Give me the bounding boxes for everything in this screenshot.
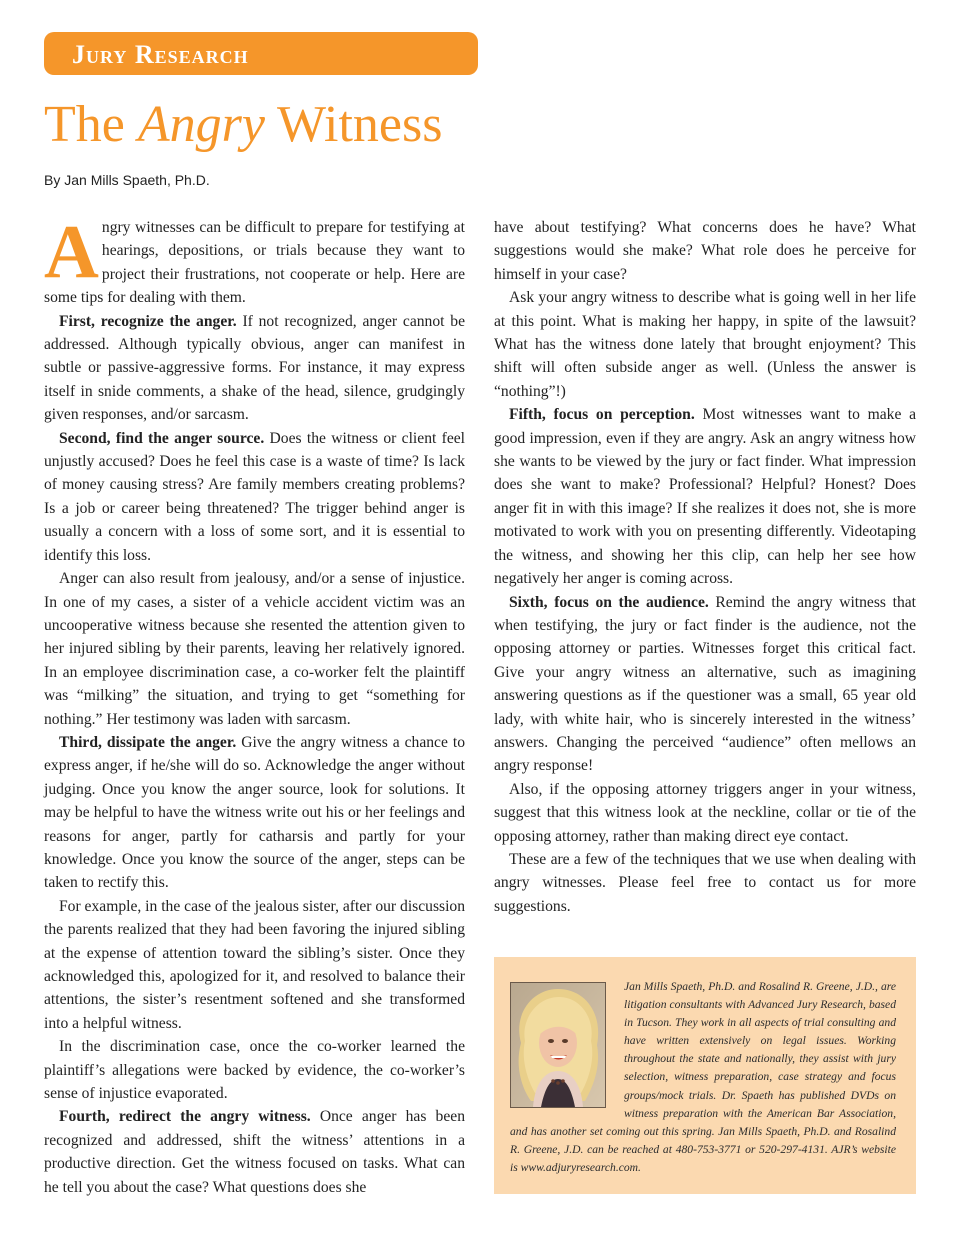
paragraph-jealousy: Anger can also result from jealousy, and/or a sense of injustice. In one of my cases, a sister of a vehicle accident victim was an uncooperative witness because she resented the attention given to her injured sibling by their parents, leaving her relatively ignored. In an employee discrimination case, a co-worker felt the plaintiff was “milking” the situation, and trying to get “something for nothing.” Her testimony was laden with sarcasm. <box>44 570 465 728</box>
drop-cap: A <box>44 210 99 294</box>
section-title: Jury Research <box>72 40 249 69</box>
lead-third: Third, dissipate the anger. <box>59 733 237 751</box>
article-title <box>44 92 442 158</box>
lead-fifth: Fifth, focus on perception. <box>509 406 695 424</box>
paragraph-discrimination: In the discrimination case, once the co-worker learned the plaintiff’s allegations were backed by evidence, the co-worker’s sense of injustice evaporated. <box>44 1038 465 1103</box>
left-column <box>44 210 466 1199</box>
right-column <box>494 216 916 918</box>
paragraph-fifth: Fifth, focus on perception. Most witnesses want to make a good impression, even if they are angry. Ask an angry witness how she wants to be viewed by the jury or fact finder. What impression does she want to make? Professional? Helpful? Honest? Does anger fit in with this image? If she realizes it does not, she is more motivated to work with you on presenting differently. Videotaping the witness, and showing her this clip, can help her see how negatively her anger is coming across. <box>494 406 916 588</box>
paragraph-fourth: Fourth, redirect the angry witness. Once anger has been recognized and addressed, shift the witness’ attentions in a productive direction. Get the witness focused on tasks. What can he tell you about the case? What questions does she <box>44 1108 465 1196</box>
photo-spacer <box>510 978 624 1110</box>
lead-second: Second, find the anger source. <box>59 429 265 447</box>
lead-sixth: Sixth, focus on the audience. <box>509 593 709 611</box>
lead-first: First, recognize the anger. <box>59 312 237 330</box>
author-bio-box <box>494 957 916 1194</box>
intro-paragraph: Angry witnesses can be difficult to prepare for testifying at hearings, depositions, or trials because they want to project their frustrations, not cooperate or help. Here are some tips for dealing with them. <box>44 210 465 307</box>
title-word-witness: Witness <box>277 96 443 153</box>
paragraph-second: Second, find the anger source. Does the witness or client feel unjustly accused? Does he feel this case is a waste of time? Is lack of money causing stress? Are family members creating problems? Is a job or career being threatened? The trigger behind anger is usually a concern with a loss of some sort, and it is essential to identify this loss. <box>44 429 466 564</box>
paragraph-opposing-attorney: Also, if the opposing attorney triggers anger in your witness, suggest that this witness look at the neckline, collar or tie of the opposing attorney, rather than making direct eye contact. <box>494 780 916 845</box>
paragraph-third: Third, dissipate the anger. Give the angry witness a chance to express anger, if he/she will do so. Acknowledge the anger without judging. Once you know the anger source, look for solutions. It may be helpful to have the witness write out his or her feelings and reasons for anger, partly for catharsis and partly for your knowledge. Once you know the source of the anger, steps can be taken to rectify this. <box>44 733 465 892</box>
paragraph-first: First, recognize the anger. If not recognized, anger cannot be addressed. Although typically obvious, anger can manifest in subtle or passive-aggressive forms. For instance, it may express itself in snide comments, a shake of the head, silence, grudgingly given responses, and/or sarcasm. <box>44 312 465 424</box>
paragraph-closing: These are a few of the techniques that we use when dealing with angry witnesses. Please feel free to contact us for more suggestions. <box>494 850 916 915</box>
title-word-the: The <box>44 96 125 153</box>
paragraph-continued: have about testifying? What concerns does he have? What suggestions would she make? What role does he perceive for himself in your case? <box>494 219 916 283</box>
lead-fourth: Fourth, redirect the angry witness. <box>59 1108 311 1126</box>
byline: By Jan Mills Spaeth, Ph.D. <box>44 172 210 188</box>
paragraph-sixth: Sixth, focus on the audience. Remind the angry witness that when testifying, the jury or fact finder is the audience, not the opposing attorney or parties. Witnesses forget this critical fact. Give your angry witness an alternative, such as imagining answering questions as if the questioner was a small, 65 year old lady, with white hair, who is sincerely interested in the witness’ answers. Changing the perceived “audience” often mellows an angry response! <box>494 593 916 775</box>
author-bio-text: Jan Mills Spaeth, Ph.D. and Rosalind R. Greene, J.D., are litigation consultants with Advanced Jury Research, based in Tucson. They work in all aspects of trial consulting and have written extensively on legal issues. Working throughout the state and nationally, they assist with jury selection, witness preparation, case strategy and focus groups/mock trials. Dr. Spaeth has published DVDs on witness preparation with the American Bar Association, and has another set coming out this spring. Jan Mills Spaeth, Ph.D. and Rosalind R. Greene, J.D. can be reached at 480-753-3771 or 520-297-4131. AJR’s website is www.adjuryresearch.com. <box>510 980 896 1174</box>
section-banner <box>44 32 478 75</box>
title-word-angry: Angry <box>137 96 265 153</box>
paragraph-going-well: Ask your angry witness to describe what is going well in her life at this point. What is making her happy, in spite of the lawsuit? What has the witness done lately that brought enjoyment? This shift will often subside anger as well. (Unless the answer is “nothing”!) <box>494 289 916 400</box>
paragraph-example: For example, in the case of the jealous sister, after our discussion the parents realized that they had been favoring the injured sibling at the expense of attention toward the sibling’s sister. Once they acknowledged this, apologized for it, and resolved to balance their attentions, the sister’s resentment softened and she transformed into a helpful witness. <box>44 897 466 1032</box>
